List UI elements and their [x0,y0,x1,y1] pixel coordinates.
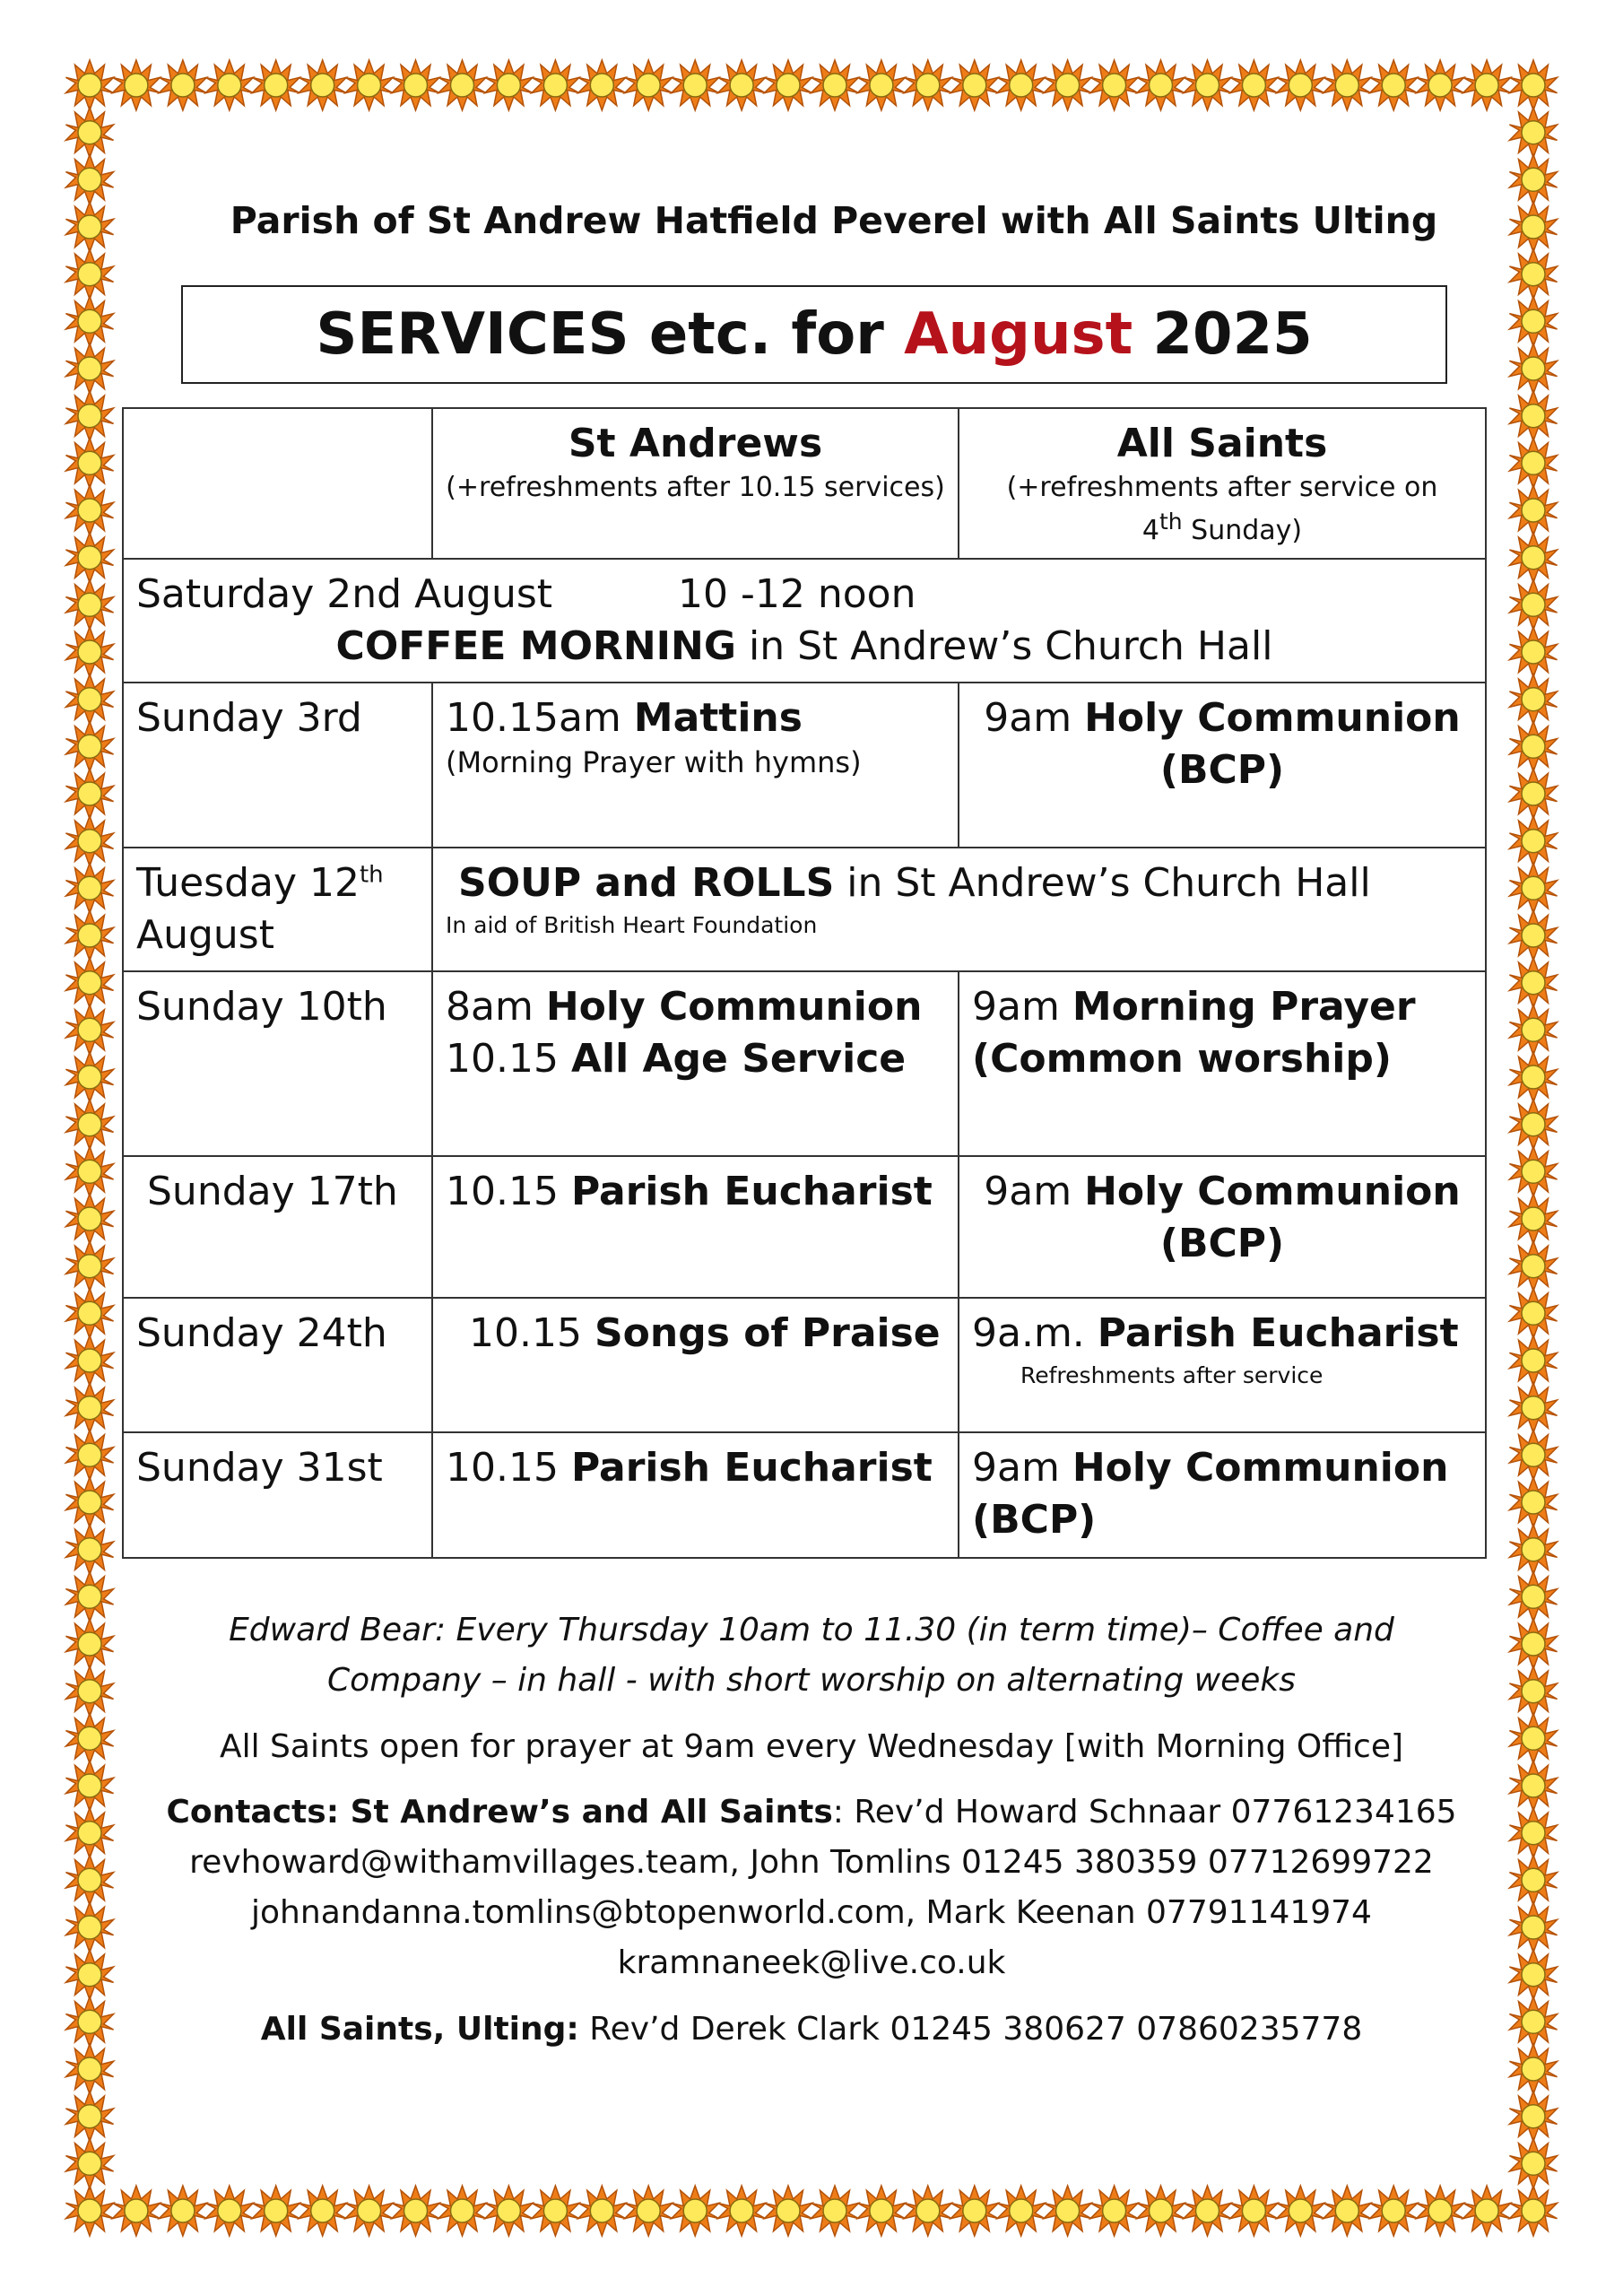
service-name: Holy Communion [1084,695,1461,742]
service-note: Refreshments after service [1020,1362,1324,1389]
sun-icon [1277,2186,1324,2236]
sun-icon [65,1525,113,1575]
service-time: 10.15 [469,1310,595,1357]
sun-icon [1509,958,1557,1008]
sun-icon [65,769,113,819]
sun-icon [950,2186,998,2236]
sun-icon [764,60,812,110]
ulting-contact [135,2005,1488,2055]
sun-icon [1184,2186,1231,2236]
sun-icon [65,627,113,677]
sun-icon [65,863,113,913]
sun-icon [1509,1761,1557,1811]
sun-icon [1090,2186,1138,2236]
sun-icon [65,108,113,158]
sun-icon [159,2186,206,2236]
sun-icon [65,344,113,394]
sun-icon [1509,1950,1557,2000]
service-time: 8am [446,984,546,1031]
sun-icon [1324,2186,1371,2236]
page-title [181,285,1447,384]
service-time: 9am [984,1169,1085,1215]
sun-icon [65,1761,113,1811]
service-rite: (BCP) [1159,1221,1285,1267]
sun-icon [252,60,299,110]
sun-icon [672,60,719,110]
sun-icon [159,60,206,110]
title-year: 2025 [1152,301,1313,368]
day-cell [123,1156,432,1298]
sun-icon [65,1950,113,2000]
st-andrews-service-cell [432,1298,959,1432]
contacts-line2: revhoward@withamvillages.team, John Tomlins 01245 380359 07712699722 [189,1844,1434,1882]
sun-icon [1509,1808,1557,1858]
sun-icon [485,60,533,110]
sun-icon [1277,60,1324,110]
sun-icon [1324,60,1371,110]
sun-icon [112,2186,160,2236]
sun-icon [1509,344,1557,394]
sun-icon [1509,721,1557,771]
sun-icon [1509,202,1557,252]
contacts-line3: johnandanna.tomlins@btopenworld.com, Mark Keenan 07791141974 [251,1893,1372,1931]
edward-bear-note [135,1605,1488,1706]
sun-icon [65,721,113,771]
sun-icon [65,1855,113,1905]
sun-icon [65,1477,113,1527]
sun-icon [1509,1335,1557,1386]
service-note: (Morning Prayer with hymns) [446,745,862,780]
sun-icon [904,60,951,110]
sun-icon [1509,579,1557,630]
sun-icon [299,2186,346,2236]
sun-icon [1417,2186,1464,2236]
edward-bear-line2: Company – in hall - with short worship on alternating weeks [327,1661,1296,1699]
st-andrews-service-cell [432,683,959,848]
sun-icon [485,2186,533,2236]
sun-icon [997,60,1045,110]
service-time: 10.15 [446,1036,571,1083]
sun-icon [1509,1571,1557,1622]
sun-icon [65,1902,113,1952]
sun-icon [65,438,113,488]
sun-icon [65,2138,113,2188]
parish-name: Parish of St Andrew Hatfield Peverel with All Saints Ulting [230,199,1438,242]
sun-icon [65,579,113,630]
sun-icon [1090,60,1138,110]
contacts-line1: : Rev’d Howard Schnaar 07761234165 [832,1794,1457,1831]
sun-icon [1230,2186,1278,2236]
sun-icon [65,1713,113,1763]
edward-bear-line1: Edward Bear: Every Thursday 10am to 11.30 (in term time)– Coffee and [229,1612,1394,1648]
sun-icon [65,1571,113,1622]
day-cell: Sunday 31st [123,1432,432,1558]
sun-icon [1509,1146,1557,1196]
title-prefix: SERVICES etc. for [316,301,884,368]
sun-icon [1509,1855,1557,1905]
sun-icon [65,1004,113,1055]
sun-icon [65,391,113,441]
header-empty-cell [123,408,432,559]
open-for-prayer-note: All Saints open for prayer at 9am every Wednesday [with Morning Office] [219,1727,1404,1765]
st-andrews-refreshments-note: (+refreshments after 10.15 services) [446,472,945,504]
sun-icon [1417,60,1464,110]
sun-icon [1509,1713,1557,1763]
sun-icon [65,1619,113,1669]
service-time: 9a.m. [972,1310,1098,1357]
sun-icon [718,60,766,110]
service-name: Mattins [633,695,803,742]
contacts-label: Contacts: St Andrew’s and All Saints [166,1794,833,1831]
event-charity-note: In aid of British Heart Foundation [446,912,818,939]
title-month: August [904,301,1133,368]
sun-icon [950,60,998,110]
saturday-coffee-morning-cell [123,559,1486,683]
sun-icon [438,2186,486,2236]
sun-icon [811,60,858,110]
sun-icon [65,2092,113,2142]
sun-icon [1509,910,1557,961]
table-header-row [123,408,1486,559]
all-saints-service-cell [959,971,1486,1156]
service-name: Morning Prayer [1072,984,1416,1031]
all-saints-service-cell [959,1156,1486,1298]
event-location: in St Andrew’s Church Hall [834,860,1371,907]
service-name: Holy Communion [1084,1169,1461,1215]
sun-icon [1370,60,1418,110]
sun-icon [1509,2138,1557,2188]
ulting-label: All Saints, Ulting: [260,2010,579,2048]
sun-icon [857,60,905,110]
service-name: Parish Eucharist [1097,1310,1459,1357]
sun-icon [65,60,113,110]
sun-icon [1044,2186,1091,2236]
sun-icon [1509,1383,1557,1433]
sun-icon [65,1666,113,1717]
sun-icon [65,485,113,535]
sun-icon [65,249,113,300]
table-row [123,971,1486,1156]
contacts [135,1787,1488,1987]
service-time: 10.15 [446,1169,571,1215]
day-cell [123,848,432,971]
service-name: All Age Service [570,1036,907,1083]
sun-icon [1509,1902,1557,1952]
sun-icon [1370,2186,1418,2236]
sun-icon [1509,154,1557,204]
all-saints-service-cell [959,1298,1486,1432]
sun-icon [65,2186,113,2236]
sun-icon [65,1194,113,1244]
st-andrews-heading: St Andrews [568,421,823,466]
service-name: Songs of Praise [594,1310,941,1357]
sun-icon [811,2186,858,2236]
table-row [123,559,1486,683]
sun-icon [392,60,439,110]
sun-icon [672,2186,719,2236]
service-name: Parish Eucharist [570,1445,933,1492]
sun-icon [65,1100,113,1150]
service-time: 10.15 [446,1445,571,1492]
sun-icon [438,60,486,110]
sun-icon [1509,816,1557,866]
sun-icon [1044,60,1091,110]
sun-icon [345,60,393,110]
table-row [123,683,1486,848]
sun-icon [578,2186,626,2236]
sun-icon [1509,2092,1557,2142]
sun-icon [65,1383,113,1433]
sun-icon [65,1146,113,1196]
sun-icon [1509,863,1557,913]
sun-icon [1509,1288,1557,1338]
sun-icon [1463,60,1511,110]
all-saints-note-number: 4 [1141,514,1159,546]
service-time: 9am [972,984,1072,1031]
sun-icon [1509,769,1557,819]
all-saints-note-sup: th [1159,508,1183,535]
sun-icon [1509,1100,1557,1150]
st-andrews-service-cell [432,1156,959,1298]
sun-icon [1509,1052,1557,1102]
sun-icon [1509,1241,1557,1292]
sun-icon [65,1996,113,2047]
table-row [123,848,1486,971]
sun-icon [392,2186,439,2236]
column-header-all-saints [959,408,1486,559]
sun-icon [345,2186,393,2236]
service-rite: (BCP) [1159,747,1285,794]
sun-icon [65,1288,113,1338]
sun-icon [1509,1996,1557,2047]
sun-icon [625,2186,673,2236]
sun-icon [625,60,673,110]
sun-icon [1509,2044,1557,2094]
services-table [122,407,1487,1559]
service-time: 9am [972,1445,1072,1492]
sun-icon [1509,1619,1557,1669]
sun-icon [718,2186,766,2236]
service-time: 10.15am [446,695,634,742]
all-saints-heading: All Saints [1116,421,1328,466]
sun-icon [904,2186,951,2236]
sun-icon [1463,2186,1511,2236]
sun-icon [1184,60,1231,110]
sun-icon [1509,674,1557,725]
sun-icon [252,2186,299,2236]
day-month: August [136,912,274,959]
sun-icon [65,1052,113,1102]
all-saints-service-cell [959,1432,1486,1558]
sun-icon [205,2186,253,2236]
sun-icon [65,154,113,204]
sun-icon [1137,60,1185,110]
service-rite: (Common worship) [972,1036,1392,1083]
sun-icon [1509,296,1557,346]
soup-and-rolls-cell [432,848,1486,971]
day-cell: Sunday 24th [123,1298,432,1432]
event-time: 10 -12 noon [678,571,916,618]
ulting-details: Rev’d Derek Clark 01245 380627 07860235778 [578,2010,1363,2048]
sun-icon [1230,60,1278,110]
sun-icon [1509,1430,1557,1480]
table-row [123,1432,1486,1558]
sun-icon [1137,2186,1185,2236]
sun-icon [1509,1525,1557,1575]
sun-icon [65,1808,113,1858]
sun-icon [1509,1666,1557,1717]
table-row [123,1298,1486,1432]
sun-icon [65,1430,113,1480]
sun-icon [1509,60,1557,110]
sun-icon [65,1241,113,1292]
service-rite: (BCP) [972,1497,1097,1544]
sun-icon [65,816,113,866]
sun-icon [1509,533,1557,583]
sun-icon [997,2186,1045,2236]
sun-icon [578,60,626,110]
service-name: Holy Communion [545,984,923,1031]
st-andrews-service-cell [432,971,959,1156]
sun-icon [1509,249,1557,300]
column-header-st-andrews [432,408,959,559]
sun-icon [1509,627,1557,677]
sun-icon [299,60,346,110]
all-saints-note-rest: Sunday) [1182,514,1303,546]
sun-icon [65,296,113,346]
sun-icon [764,2186,812,2236]
service-name: Parish Eucharist [570,1169,933,1215]
contacts-line4: kramnaneek@live.co.uk [617,1944,1006,1981]
sun-icon [1509,1194,1557,1244]
day-label: Saturday 2nd August [136,571,553,618]
sun-icon [65,202,113,252]
sun-icon [65,910,113,961]
notes-section [135,1605,1488,2070]
event-location: in St Andrew’s Church Hall [736,623,1273,670]
day-label: Sunday 17th [147,1169,398,1215]
sun-icon [1509,391,1557,441]
sun-icon [1509,2186,1557,2236]
sun-icon [1509,438,1557,488]
sun-icon [1509,485,1557,535]
sun-icon [532,2186,579,2236]
day-ordinal-suffix: th [359,861,384,889]
day-cell: Sunday 3rd [123,683,432,848]
sun-icon [1509,1477,1557,1527]
sun-icon [1509,1004,1557,1055]
service-time: 9am [984,695,1085,742]
day-label: Tuesday 12 [136,860,360,907]
event-title: COFFEE MORNING [335,623,736,670]
sun-icon [65,674,113,725]
st-andrews-service-cell [432,1432,959,1558]
sun-icon [65,958,113,1008]
sun-icon [205,60,253,110]
all-saints-service-cell [959,683,1486,848]
day-cell: Sunday 10th [123,971,432,1156]
sun-icon [532,60,579,110]
sun-icon [65,1335,113,1386]
sun-icon [857,2186,905,2236]
all-saints-note-line1: (+refreshments after service on [1006,472,1438,504]
sun-icon [65,533,113,583]
all-saints-refreshments-note [972,470,1472,549]
sun-icon [112,60,160,110]
sun-icon [65,2044,113,2094]
event-title: SOUP and ROLLS [458,860,835,907]
table-row [123,1156,1486,1298]
service-name: Holy Communion [1072,1445,1449,1492]
sun-icon [1509,108,1557,158]
